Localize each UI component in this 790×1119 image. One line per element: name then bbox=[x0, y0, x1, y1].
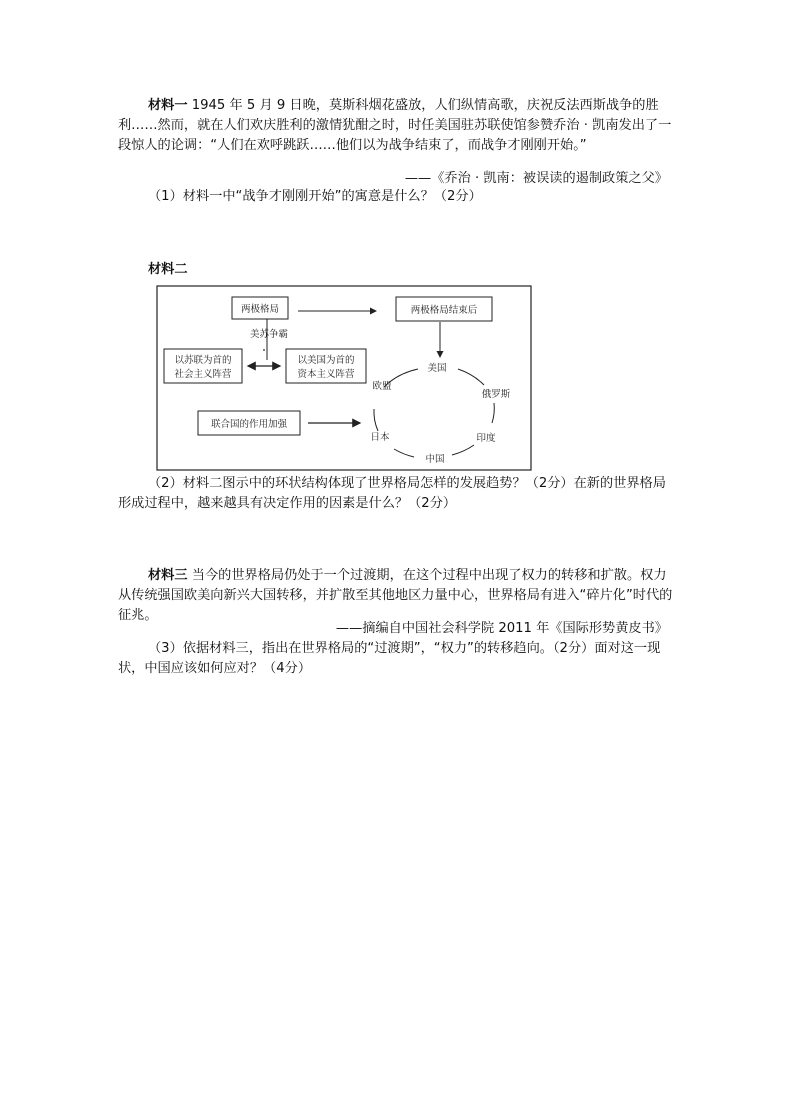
material3-text: 当今的世界格局仍处于一个过渡期，在这个过程中出现了权力的转移和扩散。权力从传统强国欧美向新兴大国转移，并扩散至其他地区力量中心，世界格局有进入“碎片化”时代的征兆。 bbox=[118, 568, 673, 623]
material1-label: 材料一 bbox=[148, 98, 188, 113]
question-1: （1）材料一中“战争才刚刚开始”的寓意是什么？（2分） bbox=[148, 189, 482, 204]
material3-label: 材料三 bbox=[148, 568, 188, 583]
material1-source: ——《乔治 · 凯南：被误读的遏制政策之父》 bbox=[404, 171, 668, 186]
material1-paragraph bbox=[118, 96, 676, 156]
material3-source: ——摘编自中国社会科学院 2011 年《国际形势黄皮书》 bbox=[335, 621, 668, 636]
question-3: （3）依据材料三，指出在世界格局的“过渡期”，“权力”的转移趋向。（2分）面对这一现状，中国应该如何应对？（4分） bbox=[118, 641, 661, 676]
ring-eu: 欧盟 bbox=[372, 381, 392, 392]
ring-russia: 俄罗斯 bbox=[481, 389, 511, 400]
material2-label: 材料二 bbox=[148, 262, 188, 277]
ring-india: 印度 bbox=[476, 433, 496, 444]
soviet-camp-line1: 以苏联为首的 bbox=[174, 355, 232, 366]
us-camp-line2: 资本主义阵营 bbox=[297, 369, 355, 380]
material3-paragraph bbox=[118, 566, 676, 626]
post-bipolar-label: 两极格局结束后 bbox=[410, 305, 478, 316]
bipolar-label: 两极格局 bbox=[240, 304, 280, 315]
ring-china: 中国 bbox=[425, 454, 445, 465]
question-2: （2）材料二图示中的环状结构体现了世界格局怎样的发展趋势？（2分）在新的世界格局形成过程中，越来越具有决定作用的因素是什么？（2分） bbox=[118, 476, 666, 511]
ring-usa: 美国 bbox=[427, 363, 447, 374]
us-camp-line1: 以美国为首的 bbox=[297, 355, 355, 366]
rivalry-dot bbox=[263, 349, 265, 351]
diagram-svg bbox=[156, 285, 532, 471]
ring-japan: 日本 bbox=[370, 432, 390, 443]
world-pattern-diagram bbox=[156, 285, 532, 471]
soviet-camp-line2: 社会主义阵营 bbox=[174, 369, 232, 380]
rivalry-label: 美苏争霸 bbox=[250, 329, 289, 340]
un-label: 联合国的作用加强 bbox=[210, 419, 288, 430]
material1-text: 1945 年 5 月 9 日晚，莫斯科烟花盛放，人们纵情高歌，庆祝反法西斯战争的胜利……然而，就在人们欢庆胜利的激情犹酣之时，时任美国驻苏联使馆参赞乔治 · 凯南发出了一段惊人的论调：“人们在欢呼跳跃……他们以为战争结束了，而战争才刚刚开始。” bbox=[118, 98, 672, 153]
